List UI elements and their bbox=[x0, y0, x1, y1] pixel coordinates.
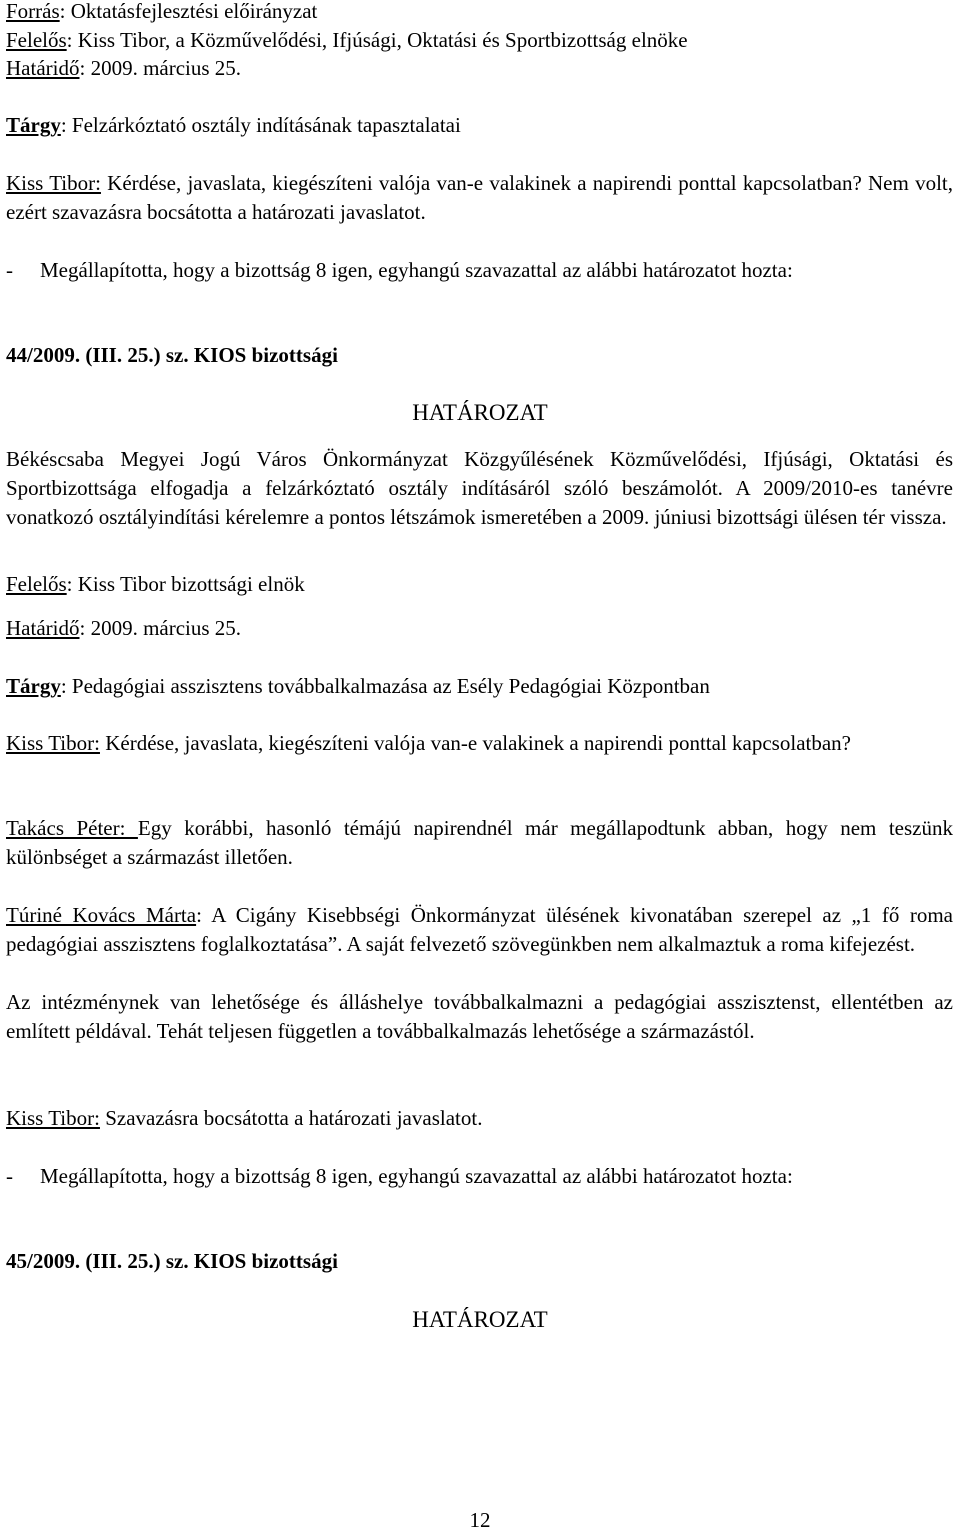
responsible-label: Felelős bbox=[6, 28, 67, 52]
item1-vote-dash: - bbox=[6, 258, 13, 282]
item1-subject-value: : Felzárkóztató osztály indításának tapasztalatai bbox=[60, 113, 461, 137]
item2-vote-dash: - bbox=[6, 1164, 13, 1188]
deadline-line bbox=[6, 54, 953, 83]
item1-deadline-label: Határidő bbox=[6, 616, 80, 640]
item2-speech2-text: Egy korábbi, hasonló témájú napirendnél már megállapodtunk abban, hogy nem teszünk különbséget a származást illetően. bbox=[6, 816, 953, 869]
source-value: : Oktatásfejlesztési előirányzat bbox=[59, 0, 318, 23]
item2-speech4 bbox=[6, 1104, 953, 1133]
item1-vote-text: Megállapította, hogy a bizottság 8 igen, egyhangú szavazattal az alábbi határozatot hozta: bbox=[40, 258, 793, 282]
item2-subject bbox=[6, 672, 953, 701]
item2-speech4-text: Szavazásra bocsátotta a határozati javaslatot. bbox=[99, 1106, 483, 1130]
responsible-value: : Kiss Tibor, a Közművelődési, Ifjúsági, Oktatási és Sportbizottság elnöke bbox=[66, 28, 688, 52]
item1-deadline-value: : 2009. március 25. bbox=[79, 616, 242, 640]
item2-vote bbox=[6, 1162, 953, 1191]
responsible-line bbox=[6, 26, 953, 55]
item1-resolution-text: Békéscsaba Megyei Jogú Város Önkormányzat Közgyűlésének Közművelődési, Ifjúsági, Oktatási és Sportbizottsága elfogadja a felzárkóztató osztály indításáról szóló beszámolót. A 2009/2010-es tanévre vonatkozó osztályindítási kérelemre a pontos létszámok ismeretében a 2009. júniusi bizottsági ülésen tér vissza. bbox=[6, 447, 953, 529]
item1-subject bbox=[6, 111, 953, 140]
item1-resolution-number: 44/2009. (III. 25.) sz. KIOS bizottsági bbox=[6, 343, 338, 367]
item2-speech1 bbox=[6, 729, 953, 758]
source-line bbox=[6, 0, 953, 26]
page-number: 12 bbox=[469, 1508, 491, 1532]
item2-speech3 bbox=[6, 901, 953, 959]
item2-resolution-number: 45/2009. (III. 25.) sz. KIOS bizottsági bbox=[6, 1249, 338, 1273]
item2-speech3-text: : A Cigány Kisebbségi Önkormányzat ülésének kivonatában szerepel az „1 fő roma pedagógiai asszisztens foglalkoztatása”. A saját felvezető szövegünkben nem alkalmaztuk a roma kifejezést. bbox=[6, 903, 953, 956]
item1-responsible-value: : Kiss Tibor bizottsági elnök bbox=[66, 572, 305, 596]
deadline-value: : 2009. március 25. bbox=[79, 56, 242, 80]
item2-vote-text: Megállapította, hogy a bizottság 8 igen, egyhangú szavazattal az alábbi határozatot hozta: bbox=[40, 1164, 793, 1188]
item1-deadline-line bbox=[6, 614, 953, 643]
source-label: Forrás bbox=[6, 0, 60, 23]
item1-responsible-label: Felelős bbox=[6, 572, 67, 596]
item1-speech-text: Kérdése, javaslata, kiegészíteni valója van-e valakinek a napirendi ponttal kapcsolatban? Nem volt, ezért szavazásra bocsátotta a határozati javaslatot. bbox=[6, 171, 953, 224]
item2-speaker4: Kiss Tibor: bbox=[6, 1106, 100, 1130]
item2-speech3b: Az intézménynek van lehetősége és álláshelye továbbalkalmazni a pedagógiai asszisztenst, ellentétben az említett példával. Tehát teljesen független a továbbalkalmazás lehetősége a származástól. bbox=[6, 990, 953, 1043]
item1-responsible-line bbox=[6, 570, 953, 599]
item2-speaker1: Kiss Tibor: bbox=[6, 731, 100, 755]
item2-subject-label: Tárgy bbox=[6, 674, 61, 698]
item2-speech1-text: Kérdése, javaslata, kiegészíteni valója van-e valakinek a napirendi ponttal kapcsolatban? bbox=[99, 731, 851, 755]
item2-subject-value: : Pedagógiai asszisztens továbbalkalmazása az Esély Pedagógiai Központban bbox=[60, 674, 710, 698]
item2-speaker2: Takács Péter: bbox=[6, 816, 138, 840]
item2-speaker3: Túriné Kovács Márta bbox=[6, 903, 197, 927]
deadline-label: Határidő bbox=[6, 56, 80, 80]
item1-speaker: Kiss Tibor: bbox=[6, 171, 101, 195]
item1-subject-label: Tárgy bbox=[6, 113, 61, 137]
item1-vote bbox=[6, 256, 953, 285]
item2-speech2 bbox=[6, 814, 953, 872]
item1-resolution-heading: HATÁROZAT bbox=[412, 400, 548, 425]
item2-resolution-heading: HATÁROZAT bbox=[412, 1307, 548, 1332]
item1-speech bbox=[6, 169, 953, 227]
